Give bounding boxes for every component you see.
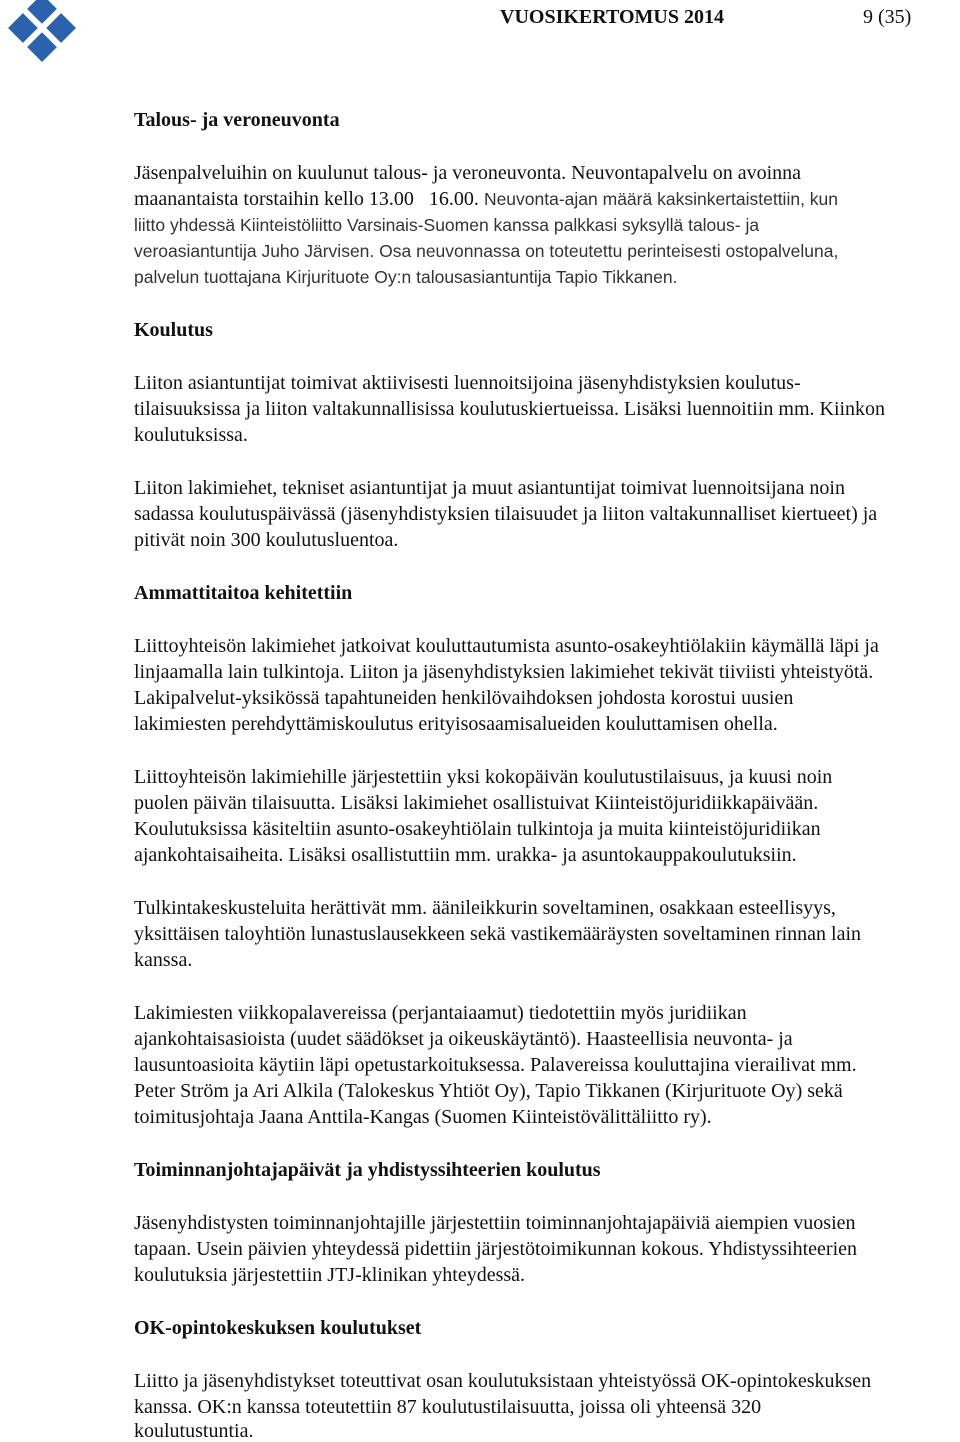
text-line: puolen päivän tilaisuutta. Lisäksi lakimiehet osallistuivat Kiinteistöjuridiikkapäivään. <box>134 792 819 814</box>
text-line: toimitusjohtaja Jaana Anttila-Kangas (Suomen Kiinteistövälittäliitto ry). <box>134 1106 712 1128</box>
text-line: koulutustuntia. <box>134 1420 254 1442</box>
text-line: yksittäisen taloyhtiön lunastuslausekkeen sekä vastikemääräysten soveltaminen rinnan lain <box>134 923 862 945</box>
text-line: Liittoyhteisön lakimiehille järjestettiin yksi kokopäivän koulutustilaisuus, ja kuusi noin <box>134 766 833 788</box>
section-heading: OK-opintokeskuksen koulutukset <box>134 1317 422 1339</box>
section-ok-opintokeskus <box>134 1315 958 1442</box>
text-line: linjaamalla lain tulkintoja. Liiton ja jäsenyhdistyksien lakimiehet tekivät tiiviisti yhteistyötä. <box>134 661 874 683</box>
text-line: lakimiesten perehdyttämiskoulutus erityisosaamisalueiden kouluttamisen ohella. <box>134 713 778 735</box>
section-toiminnanjohtajapaivat <box>134 1157 958 1288</box>
paragraph <box>134 370 958 448</box>
text-line: Lakimiesten viikkopalavereissa (perjantaiaamut) tiedotettiin myös juridiikan <box>134 1002 747 1024</box>
section-heading: Talous- ja veroneuvonta <box>134 109 340 131</box>
text-line: lausuntoasioita käytiin läpi opetustarkoituksessa. Palavereissa kouluttajina vierailivat mm. <box>134 1054 857 1076</box>
text-line: ajankohtaisaiheita. Lisäksi osallistuttiin mm. urakka- ja asuntokauppakoulutuksiin. <box>134 844 797 866</box>
text-line: Tulkintakeskusteluita herättivät mm. äänileikkurin soveltaminen, osakkaan esteellisyys, <box>134 897 836 919</box>
text-line: Peter Ström ja Ari Alkila (Talokeskus Yhtiöt Oy), Tapio Tikkanen (Kirjurituote Oy) sekä <box>134 1080 843 1102</box>
diamond-logo-icon <box>0 0 90 64</box>
text-line: kanssa. <box>134 949 193 971</box>
paragraph <box>134 895 958 973</box>
section-ammattitaitoa-kehitettiin <box>134 580 958 1130</box>
paragraph <box>134 633 958 737</box>
text-line: Koulutuksissa käsiteltiin asunto-osakeyhtiölain tulkintoja ja muita kiinteistöjuridiikan <box>134 818 821 840</box>
text-line: ajankohtaisasioista (uudet säädökset ja oikeuskäytäntö). Haasteellisia neuvonta- ja <box>134 1028 793 1050</box>
page-number: 9 (35) <box>863 6 912 28</box>
section-heading: Ammattitaitoa kehitettiin <box>134 582 353 604</box>
text-line: pitivät noin 300 koulutusluentoa. <box>134 529 399 551</box>
text-line: palvelun tuottajana Kirjurituote Oy:n talousasiantuntija Tapio Tikkanen. <box>134 267 678 287</box>
document-body <box>134 107 958 1442</box>
text-line: Liittoyhteisön lakimiehet jatkoivat kouluttautumista asunto-osakeyhtiölakiin käymällä läpi ja <box>134 635 879 657</box>
text-line: Lakipalvelut-yksikössä tapahtuneiden henkilövaihdoksen johdosta korostui uusien <box>134 687 794 709</box>
text-line: Jäsenyhdistysten toiminnanjohtajille järjestettiin toiminnanjohtajapäiviä aiempien vuosien <box>134 1212 856 1234</box>
section-heading: Koulutus <box>134 319 213 341</box>
text-line: liitto yhdessä Kiinteistöliitto Varsinais-Suomen kanssa palkkasi syksyllä talous- ja <box>134 215 760 235</box>
text-line: Liiton asiantuntijat toimivat aktiivisesti luennoitsijoina jäsenyhdistyksien koulutus- <box>134 372 801 394</box>
text-line: Jäsenpalveluihin on kuulunut talous- ja veroneuvonta. Neuvontapalvelu on avoinna <box>134 162 802 184</box>
paragraph <box>134 475 958 553</box>
text-line: veroasiantuntija Juho Järvisen. Osa neuvonnassa on toteutettu perinteisesti ostopalveluna, <box>134 241 839 261</box>
paragraph <box>134 1368 958 1442</box>
paragraph <box>134 160 958 290</box>
text-line: kanssa. OK:n kanssa toteutettiin 87 koulutustilaisuutta, joissa oli yhteensä 320 <box>134 1396 762 1418</box>
text-line: Liitto ja jäsenyhdistykset toteuttivat osan koulutuksistaan yhteistyössä OK-opintokeskuksen <box>134 1370 872 1392</box>
text-line <box>134 186 958 212</box>
paragraph <box>134 764 958 868</box>
paragraph <box>134 1000 958 1130</box>
section-koulutus <box>134 317 958 553</box>
text-line: koulutuksissa. <box>134 424 248 446</box>
text-line: koulutuksia järjestettiin JTJ-klinikan yhteydessä. <box>134 1264 526 1286</box>
section-heading: Toiminnanjohtajapäivät ja yhdistyssihteerien koulutus <box>134 1159 601 1181</box>
text-run: maanantaista torstaihin kello 13.00 16.00. <box>134 188 479 210</box>
text-run: Neuvonta-ajan määrä kaksinkertaistettiin, kun <box>483 189 839 209</box>
paragraph <box>134 1210 958 1288</box>
text-line: tilaisuuksissa ja liiton valtakunnallisissa koulutuskiertueissa. Lisäksi luennoitiin mm. Kiinkon <box>134 398 886 420</box>
text-line: Liiton lakimiehet, tekniset asiantuntijat ja muut asiantuntijat toimivat luennoitsijana noin <box>134 477 845 499</box>
section-talous-ja-veroneuvonta <box>134 107 958 290</box>
document-title: VUOSIKERTOMUS 2014 <box>500 6 724 28</box>
text-line: tapaan. Usein päivien yhteydessä pidettiin järjestötoimikunnan kokous. Yhdistyssihteerien <box>134 1238 858 1260</box>
text-line: sadassa koulutuspäivässä (jäsenyhdistyksien tilaisuudet ja liiton valtakunnalliset kiertueet) ja <box>134 503 878 525</box>
